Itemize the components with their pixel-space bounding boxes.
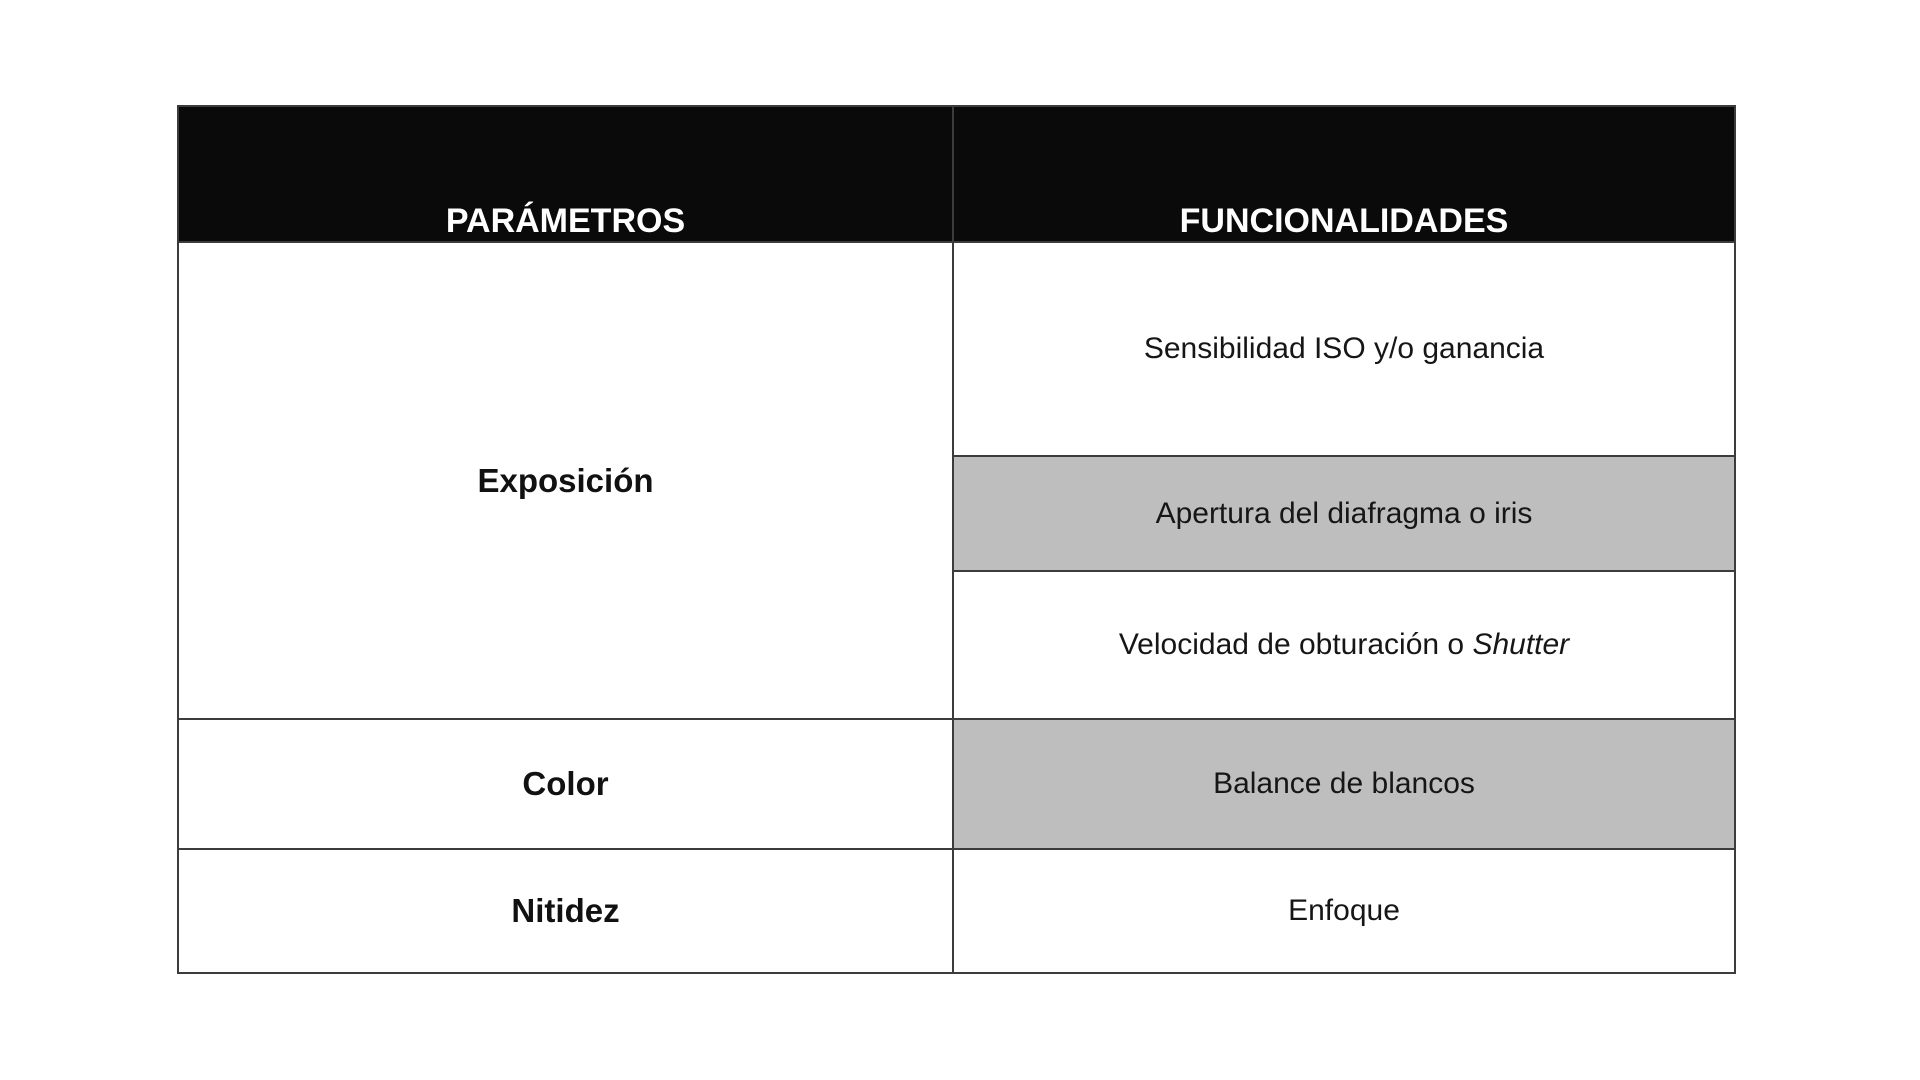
column-header-funcionalidades: FUNCIONALIDADES bbox=[953, 106, 1735, 242]
functionality-cell-apertura-diafragma: Apertura del diafragma o iris bbox=[953, 456, 1735, 571]
table-row bbox=[178, 849, 1735, 973]
parameter-cell-exposicion: Exposición bbox=[178, 242, 953, 719]
column-header-parametros: PARÁMETROS bbox=[178, 106, 953, 242]
functionality-cell-balance-blancos: Balance de blancos bbox=[953, 719, 1735, 849]
parameters-functionalities-table bbox=[177, 105, 1736, 974]
functionality-text-italic-shutter: Shutter bbox=[1472, 628, 1570, 661]
table-row bbox=[178, 242, 1735, 456]
parameter-cell-color: Color bbox=[178, 719, 953, 849]
table-header-row bbox=[178, 106, 1735, 242]
functionality-cell-velocidad-obturacion bbox=[953, 571, 1735, 719]
table-row bbox=[178, 719, 1735, 849]
functionality-text: Velocidad de obturación o bbox=[1118, 628, 1473, 661]
parameter-cell-nitidez: Nitidez bbox=[178, 849, 953, 973]
functionality-cell-enfoque: Enfoque bbox=[953, 849, 1735, 973]
functionality-cell-sensibilidad-iso: Sensibilidad ISO y/o ganancia bbox=[953, 242, 1735, 456]
